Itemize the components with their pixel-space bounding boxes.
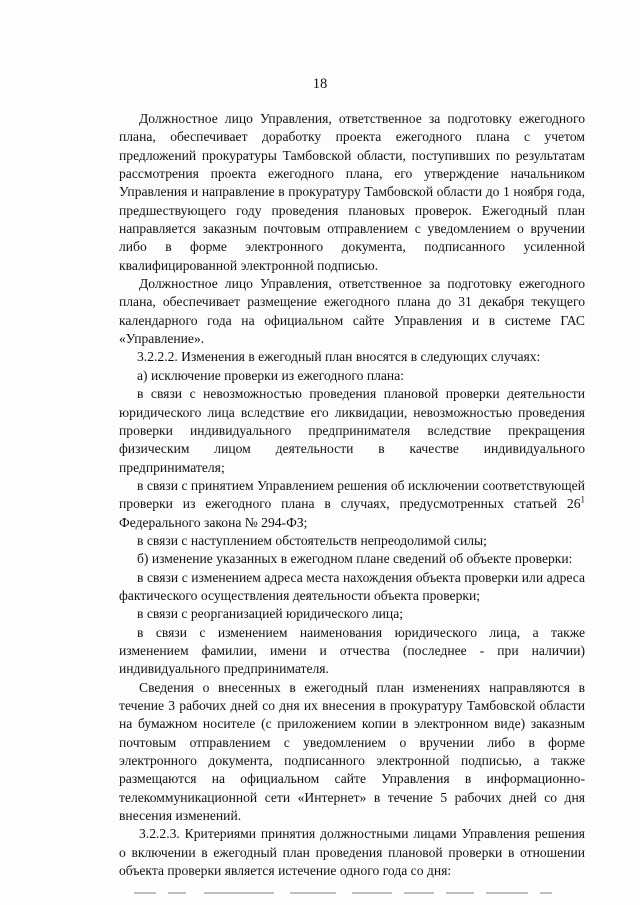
paragraph-inclusion-criteria: 3.2.2.3. Критериями принятия должностными лицами Управления решения о включении в ежегодный план проведения плановой проверки в отношении объекта проверки является истечение одного года со дня: xyxy=(119,826,585,879)
paragraph-exclusion-decision xyxy=(119,477,585,532)
paragraph-change-info-heading: б) изменение указанных в ежегодном плане сведений об объекте проверки: xyxy=(137,551,573,567)
paragraph-plan-revision: Должностное лицо Управления, ответственное за подготовку ежегодного плана, обеспечивает доработку проекта ежегодного плана с учетом предложений прокуратуры Тамбовской области, поступивших по результатам рассмотрения проекта ежегодного плана, его утверждение начальником Управления и направление в прокуратуру Тамбовской области до 1 ноября года, предшествующего году проведения плановых проверок. Ежегодный план направляется заказным почтовым отправлением с уведомлением о вручении либо в форме электронного документа, подписанного усиленной квалифицированной электронной подписью. xyxy=(119,111,585,273)
scan-artifact-dash xyxy=(134,892,156,894)
law-reference-text: Федерального закона № 294-ФЗ; xyxy=(119,514,308,530)
scan-edge-artifacts xyxy=(0,892,640,898)
scan-artifact-dash xyxy=(352,892,392,894)
exclusion-decision-text: в связи с принятием Управлением решения об исключении соответствующей проверки из ежегодного плана в случаях, предусмотренных статьей 26 xyxy=(119,477,585,512)
paragraph-plan-publication: Должностное лицо Управления, ответственное за подготовку ежегодного плана, обеспечивает размещение ежегодного плана до 31 декабря текущего календарного года на официальном сайте Управления и в системе ГАС «Управление». xyxy=(119,276,585,347)
paragraph-reorganization: в связи с реорганизацией юридического лица; xyxy=(137,606,404,622)
scan-artifact-dash xyxy=(540,892,552,894)
scan-artifact-dash xyxy=(404,892,434,894)
paragraph-liquidation: в связи с невозможностью проведения плановой проверки деятельности юридического лица вследствие его ликвидации, невозможностью проведения проверки индивидуального предпринимателя вследствие прекращения физическим лицом деятельности в качестве индивидуального предпринимателя; xyxy=(119,386,585,475)
paragraph-changes-cases: 3.2.2.2. Изменения в ежегодный план вносятся в следующих случаях: xyxy=(137,349,541,365)
paragraph-exclusion-heading: а) исключение проверки из ежегодного плана: xyxy=(137,367,405,383)
page-number: 18 xyxy=(312,76,328,92)
paragraph-address-change: в связи с изменением адреса места нахождения объекта проверки или адреса фактического осуществления деятельности объекта проверки; xyxy=(119,569,585,603)
document-body xyxy=(119,110,585,880)
scan-artifact-dash xyxy=(290,892,336,894)
paragraph-force-majeure: в связи с наступлением обстоятельств непреодолимой силы; xyxy=(137,532,487,548)
law-article-superscript: 1 xyxy=(580,494,585,505)
paragraph-name-change: в связи с изменением наименования юридического лица, а также изменением фамилии, имени и отчества (последнее - при наличии) индивидуального предпринимателя. xyxy=(119,624,585,677)
scan-artifact-dash xyxy=(168,892,186,894)
paragraph-change-notification: Сведения о внесенных в ежегодный план изменениях направляются в течение 3 рабочих дней со дня их внесения в прокуратуру Тамбовской области на бумажном носителе (с приложением копии в электронном виде) заказным почтовым отправлением с уведомлением о вручении либо в форме электронного документа, подписанного электронной подписью, а также размещаются на официальном сайте Управления в информационно-телекоммуникационной сети «Интернет» в течение 5 рабочих дней со дня внесения изменений. xyxy=(119,679,585,824)
scan-artifact-dash xyxy=(446,892,474,894)
scan-artifact-dash xyxy=(486,892,528,894)
scan-artifact-dash xyxy=(204,892,274,894)
